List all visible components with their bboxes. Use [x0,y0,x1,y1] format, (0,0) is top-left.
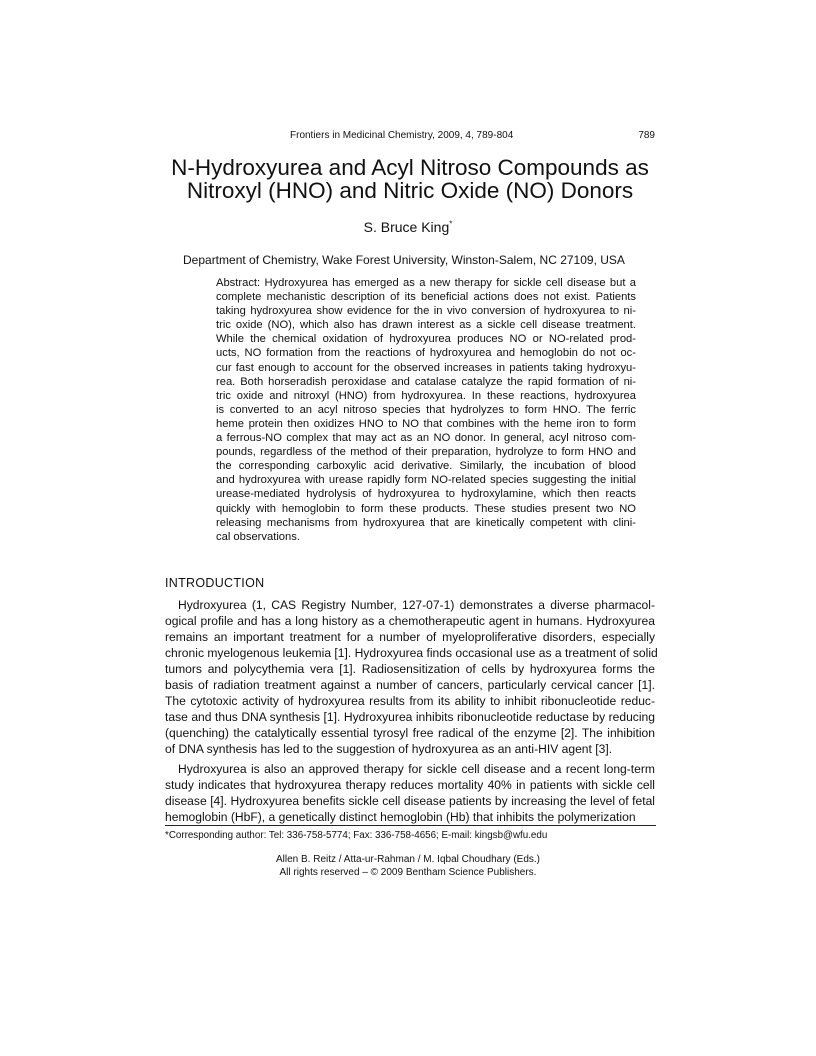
corresponding-author-footnote: *Corresponding author: Tel: 336-758-5774; Fax: 336-758-4656; E-mail: kingsb@wfu.edu [165,830,548,841]
footnote-divider [165,825,656,826]
text-line: and hydroxyurea with urease rapidly form NO-related species suggesting the initial [216,474,636,487]
text-line: hemoglobin (HbF), a genetically distinct hemoglobin (Hb) that inhibits the polymerization [165,810,636,824]
text-line: the corresponding carboxylic acid derivative. Similarly, the incubation of blood [216,460,636,473]
text-line: cur fast enough to account for the observed increases in patients taking hydroxyu- [216,361,636,374]
editors: Allen B. Reitz / Atta-ur-Rahman / M. Iqbal Choudhary (Eds.) [276,854,540,865]
title-line: N-Hydroxyurea and Acyl Nitroso Compounds as [171,155,649,180]
text-line: is converted to an acyl nitroso species that hydrolyzes to form HNO. The ferric [216,403,636,416]
text-line: taking hydroxyurea show evidence for the in vivo conversion of hydroxyurea to ni- [216,305,636,318]
text-line: chronic myelogenous leukemia [1]. Hydroxyurea finds occasional use as a treatment of solid [165,646,658,660]
text-line: Hydroxyurea (1, CAS Registry Number, 127-07-1) demonstrates a diverse pharmacol- [178,598,655,612]
abstract [216,276,636,544]
author [0,219,816,235]
journal-citation: Frontiers in Medicinal Chemistry, 2009, 4, 789-804 [290,130,514,141]
text-line: releasing mechanisms from hydroxyurea that are kinetically competent with clini- [216,516,636,529]
text-line: ogical profile and has a long history as a chemotherapeutic agent in humans. Hydroxyurea [165,614,655,628]
introduction-body [165,597,658,825]
section-heading-introduction: INTRODUCTION [165,576,265,590]
text-line: study indicates that hydroxyurea therapy reduces mortality 40% in patients with sickle cell [165,778,655,792]
text-line: quickly with hemoglobin to form these products. These studies present two NO [216,502,636,515]
title-line: Nitroxyl (HNO) and Nitric Oxide (NO) Donors [186,178,634,203]
text-line: rea. Both horseradish peroxidase and catalase catalyze the rapid formation of ni- [216,375,636,388]
text-line: pounds, regardless of the method of their preparation, hydrolyze to form HNO and [216,446,636,459]
text-line: heme protein then oxidizes HNO to NO that combines with the heme iron to form [216,417,636,430]
author-footnote-mark: * [449,219,453,229]
text-line: The cytotoxic activity of hydroxyurea results from its ability to inhibit ribonucleotide reduc- [165,694,655,708]
text-line: cal observations. [216,530,300,543]
text-line: tric oxide (NO), which also has drawn interest as a sickle cell disease treatment. [216,319,636,332]
text-line: a ferrous-NO complex that may act as an NO donor. In general, acyl nitroso com- [216,432,636,445]
text-line: tumors and polycythemia vera [1]. Radiosensitization of cells by hydroxyurea forms the [165,662,655,676]
text-line: complete mechanistic description of its beneficial actions does not exist. Patients [216,291,636,304]
text-line: While the chemical oxidation of hydroxyurea produces NO or NO-related prod- [216,333,636,346]
copyright: All rights reserved – © 2009 Bentham Science Publishers. [279,867,537,878]
book-credits [0,853,816,879]
text-line: Hydroxyurea is also an approved therapy for sickle cell disease and a recent long-term [178,762,655,776]
text-line: (quenching) the catalytically essential tyrosyl free radical of the enzyme [2]. The inhibition [165,726,655,740]
text-line: ucts, NO formation from the reactions of hydroxyurea and hemoglobin do not oc- [216,347,636,360]
text-line: of DNA synthesis has led to the suggestion of hydroxyurea as an anti-HIV agent [3]. [165,742,613,756]
affiliation: Department of Chemistry, Wake Forest University, Winston-Salem, NC 27109, USA [183,253,625,267]
text-line: Abstract: Hydroxyurea has emerged as a new therapy for sickle cell disease but a [216,277,636,289]
text-line: tric oxide and nitroxyl (HNO) from hydroxyurea. In these reactions, hydroxyurea [216,389,636,402]
text-line: tase and thus DNA synthesis [1]. Hydroxyurea inhibits ribonucleotide reductase by reducing [165,710,655,724]
page-number: 789 [638,130,655,141]
text-line: urease-mediated hydrolysis of hydroxyurea to hydroxylamine, which then reacts [216,488,636,501]
text-line: remains an important treatment for a number of myeloproliferative disorders, especially [165,630,655,644]
text-line: basis of radiation treatment against a number of cancers, particularly cervical cancer [1]. [165,678,655,692]
article-title [150,156,670,202]
text-line: disease [4]. Hydroxyurea benefits sickle cell disease patients by increasing the level of fetal [165,794,655,808]
author-name: S. Bruce King [363,219,450,235]
